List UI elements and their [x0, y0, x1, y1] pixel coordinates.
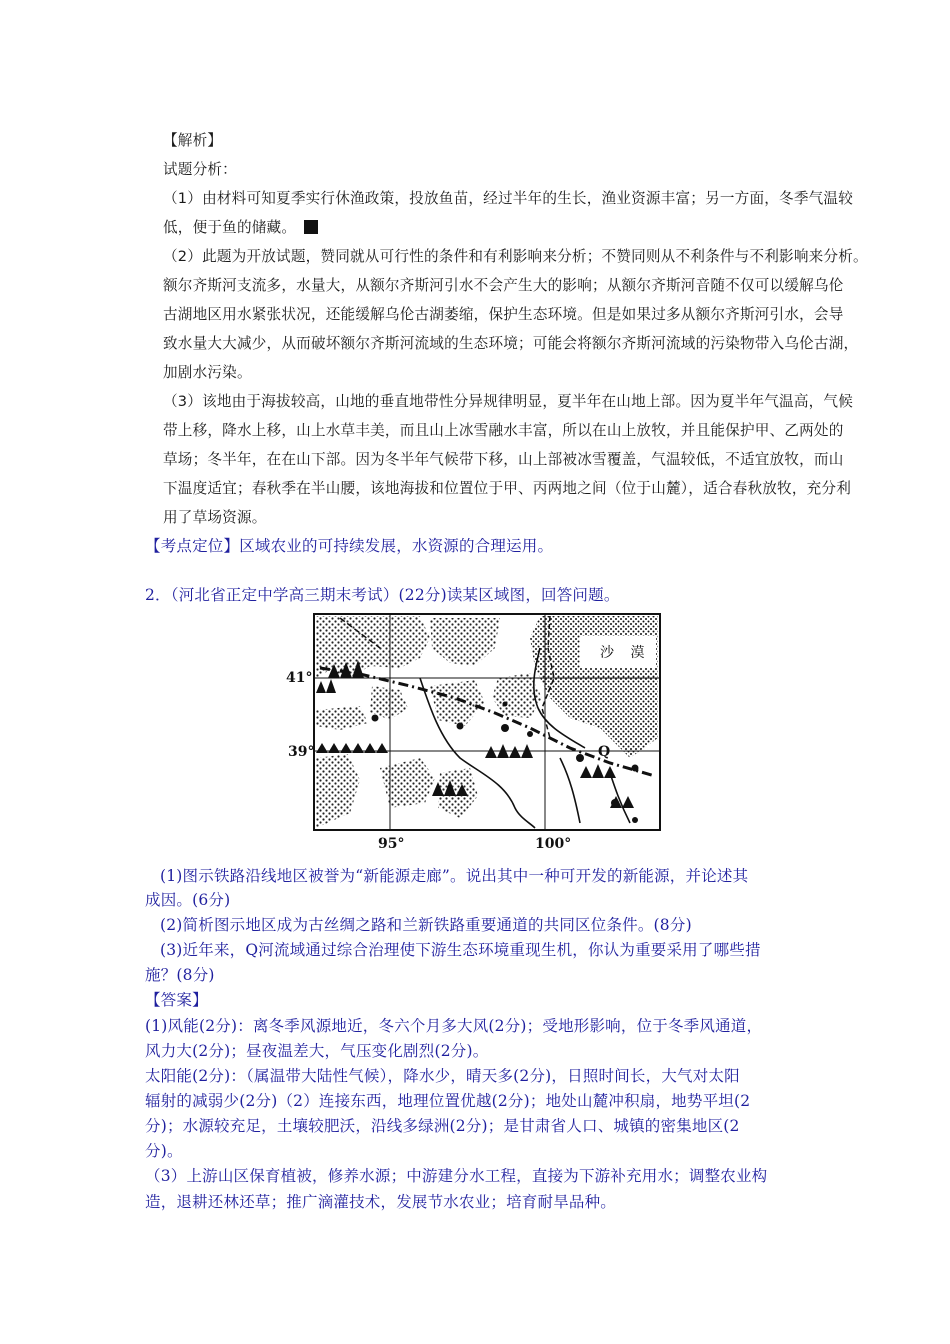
- lat-39-label: 39°: [288, 744, 315, 760]
- analysis-p3-line: 下温度适宜；春秋季在半山腰，该地海拔和位置位于甲、丙两地之间（位于山麓），适合春秋放牧，充分利: [163, 480, 852, 497]
- analysis-heading: 【解析】: [163, 132, 223, 149]
- question-1-line: (1)图示铁路沿线地区被誉为“新能源走廊”。说出其中一种可开发的新能源，并论述其: [160, 867, 749, 885]
- answer-line: 太阳能(2分)：（属温带大陆性气候），降水少，晴天多(2分)，日照时间长，大气对太阳: [145, 1067, 740, 1085]
- desert-label: 沙 漠: [600, 645, 651, 661]
- answer-line: （3）上游山区保育植被，修养水源；中游建分水工程，直接为下游补充用水；调整农业构: [145, 1167, 768, 1185]
- analysis-p2-line: 额尔齐斯河支流多，水量大，从额尔齐斯河引水不会产生大的影响；从额尔齐斯河音随不仅可以缓解乌伦: [163, 277, 844, 294]
- analysis-p2-line: （2）此题为开放试题，赞同就从可行性的条件和有利影响来分析；不赞同则从不利条件与不利影响来分析。: [163, 248, 868, 265]
- answer-line: 造，退耕还林还草；推广滴灌技术，发展节水农业；培育耐旱品种。: [145, 1193, 617, 1211]
- black-square-mark: [304, 220, 318, 234]
- question-2-line: (2)简析图示地区成为古丝绸之路和兰新铁路重要通道的共同区位条件。(8分): [160, 916, 692, 934]
- answer-line: (1)风能(2分)：离冬季风源地近，冬六个月多大风(2分)；受地形影响，位于冬季风通道，: [145, 1017, 763, 1035]
- answer-line: 风力大(2分)；昼夜温差大，气压变化剧烈(2分)。: [145, 1042, 489, 1060]
- answer-heading: 【答案】: [145, 991, 208, 1009]
- kaodian-line: 【考点定位】区域农业的可持续发展，水资源的合理运用。: [145, 537, 554, 555]
- river-q-label: Q: [598, 744, 611, 760]
- lon-100-label: 100°: [535, 836, 572, 852]
- answer-line: 分)；水源较充足，土壤较肥沃，沿线多绿洲(2分)；是甘肃省人口、城镇的密集地区(2: [145, 1117, 740, 1135]
- question-3-line: 施？(8分): [145, 966, 215, 984]
- analysis-subheading: 试题分析：: [163, 161, 237, 178]
- answer-line: 分)。: [145, 1142, 183, 1160]
- analysis-p2-line: 古湖地区用水紧张状况，还能缓解乌伦古湖萎缩，保护生态环境。但是如果过多从额尔齐斯河引水，会导: [163, 306, 844, 323]
- analysis-p2-line: 加剧水污染。: [163, 364, 252, 381]
- analysis-p3-line: 草场；冬半年，在在山下部。因为冬半年气候带下移，山上部被冰雪覆盖，气温较低，不适宜放牧，而山: [163, 451, 844, 468]
- analysis-p3-line: （3）该地由于海拔较高，山地的垂直地带性分异规律明显，夏半年在山地上部。因为夏半年气温高，气候: [163, 393, 854, 410]
- region-map: [280, 608, 670, 858]
- analysis-p2-line: 致水量大大减少，从而破坏额尔齐斯河流域的生态环境；可能会将额尔齐斯河流域的污染物带入乌伦古湖，: [163, 335, 859, 352]
- question-1-line: 成因。(6分): [145, 891, 231, 909]
- question-title: 2．（河北省正定中学高三期末考试）(22分)读某区域图，回答问题。: [145, 586, 620, 604]
- analysis-p3-line: 带上移，降水上移，山上水草丰美，而且山上冰雪融水丰富，所以在山上放牧，并且能保护甲、乙两处的: [163, 422, 844, 439]
- lon-95-label: 95°: [378, 836, 405, 852]
- analysis-p1-line: （1）由材料可知夏季实行休渔政策，投放鱼苗，经过半年的生长，渔业资源丰富；另一方面，冬季气温较: [163, 190, 854, 207]
- analysis-p1-line: 低，便于鱼的储藏。: [163, 218, 318, 238]
- lat-41-label: 41°: [286, 670, 313, 686]
- answer-line: 辐射的减弱少(2分)（2）连接东西，地理位置优越(2分)；地处山麓冲积扇，地势平坦(2: [145, 1092, 751, 1110]
- question-3-line: (3)近年来，Q河流域通过综合治理使下游生态环境重现生机，你认为重要采用了哪些措: [160, 941, 761, 959]
- analysis-p3-line: 用了草场资源。: [163, 509, 267, 526]
